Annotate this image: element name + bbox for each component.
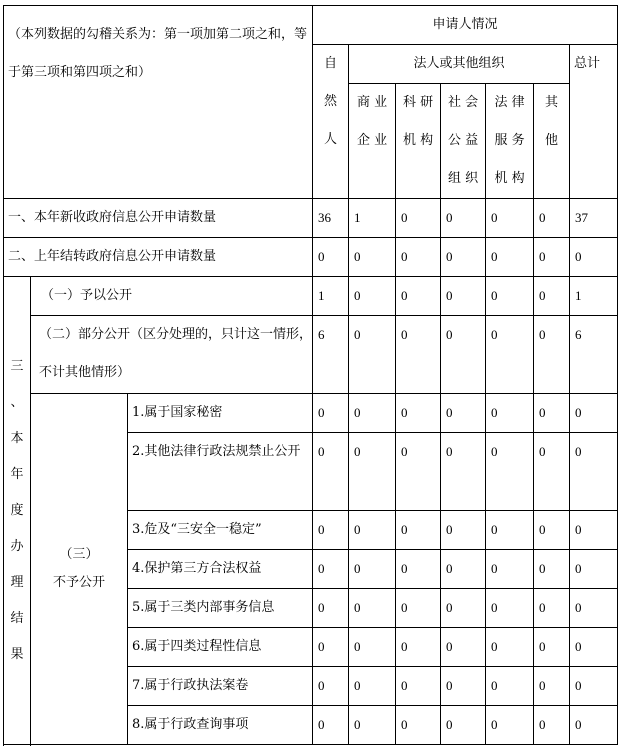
row-carried-over-total: 0 (570, 238, 618, 277)
header-total: 总计 (570, 45, 618, 199)
sub-row-value: 0 (396, 589, 441, 628)
row-partial-social: 0 (441, 316, 486, 394)
row-carried-over-social: 0 (441, 238, 486, 277)
sub-row-value: 0 (570, 706, 618, 745)
sub-row-value: 0 (570, 667, 618, 706)
row-disclosed-social: 0 (441, 277, 486, 316)
sub-row-value: 0 (441, 394, 486, 433)
sub-row-value: 0 (570, 589, 618, 628)
row-disclosed-natural: 1 (313, 277, 349, 316)
sub-row-value: 0 (486, 550, 534, 589)
sub-row-value: 0 (349, 550, 396, 589)
row-new-requests-research: 0 (396, 199, 441, 238)
sub-row-value: 0 (313, 550, 349, 589)
sub-row-label: 3.危及“三安全一稳定” (128, 511, 313, 550)
sub-row-value: 0 (570, 433, 618, 511)
sub-row-value: 0 (486, 511, 534, 550)
sub-row-label: 4.保护第三方合法权益 (128, 550, 313, 589)
sub-row-value: 0 (396, 706, 441, 745)
sub-row-label: 1.属于国家秘密 (128, 394, 313, 433)
sub-row-value: 0 (570, 628, 618, 667)
sub-row-value: 0 (534, 511, 570, 550)
sub-row-value: 0 (313, 433, 349, 511)
sub-row-value: 0 (396, 433, 441, 511)
header-other: 其 他 (534, 84, 570, 199)
header-commercial: 商 业 企 业 (349, 84, 396, 199)
sub-row-value: 0 (486, 667, 534, 706)
sub-row-value: 0 (570, 511, 618, 550)
sub-row-value: 0 (441, 511, 486, 550)
row-carried-over-other: 0 (534, 238, 570, 277)
row-carried-over-research: 0 (396, 238, 441, 277)
sub-row-value: 0 (313, 667, 349, 706)
sub-row-value: 0 (570, 394, 618, 433)
row-new-requests-social: 0 (441, 199, 486, 238)
header-social: 社 会 公 益 组 织 (441, 84, 486, 199)
sub-row-value: 0 (534, 628, 570, 667)
row-disclosed-total: 1 (570, 277, 618, 316)
sub-row-value: 0 (313, 394, 349, 433)
sub-row-value: 0 (534, 550, 570, 589)
sub-row-value: 0 (349, 394, 396, 433)
row-partial-label: （二）部分公开（区分处理的，只计这一情形，不计其他情形） (31, 316, 313, 394)
sub-row-value: 0 (396, 511, 441, 550)
header-legal-service: 法 律 服 务 机 构 (486, 84, 534, 199)
row-partial-total: 6 (570, 316, 618, 394)
disclosure-stats-table (3, 5, 618, 745)
sub-row-value: 0 (313, 511, 349, 550)
sub-row-value: 0 (396, 628, 441, 667)
sub-row-value: 0 (441, 628, 486, 667)
sub-row-value: 0 (534, 589, 570, 628)
sub-row-label: 7.属于行政执法案卷 (128, 667, 313, 706)
row-new-requests-other: 0 (534, 199, 570, 238)
header-research: 科 研 机 构 (396, 84, 441, 199)
row-partial-research: 0 (396, 316, 441, 394)
sub-row-label: 2.其他法律行政法规禁止公开 (128, 433, 313, 511)
sub-row-value: 0 (570, 550, 618, 589)
row-carried-over-legal: 0 (486, 238, 534, 277)
sub-row-value: 0 (441, 706, 486, 745)
row-new-requests-label: 一、本年新收政府信息公开申请数量 (4, 199, 313, 238)
sub-row-value: 0 (313, 706, 349, 745)
row-carried-over-natural: 0 (313, 238, 349, 277)
row-partial-legal: 0 (486, 316, 534, 394)
sub-row-value: 0 (396, 550, 441, 589)
header-applicant-info: 申请人情况 (313, 6, 618, 45)
sub-row-value: 0 (534, 394, 570, 433)
header-note: （本列数据的勾稽关系为：第一项加第二项之和，等于第三项和第四项之和） (4, 6, 313, 199)
sub-row-label: 6.属于四类过程性信息 (128, 628, 313, 667)
row-new-requests-total: 37 (570, 199, 618, 238)
sub-row-value: 0 (441, 433, 486, 511)
row-disclosed-research: 0 (396, 277, 441, 316)
sub-row-label: 8.属于行政查询事项 (128, 706, 313, 745)
row-carried-over-label: 二、上年结转政府信息公开申请数量 (4, 238, 313, 277)
sub-row-value: 0 (534, 706, 570, 745)
row-partial-other: 0 (534, 316, 570, 394)
sub-row-value: 0 (349, 433, 396, 511)
row-partial-commercial: 0 (349, 316, 396, 394)
row-disclosed-other: 0 (534, 277, 570, 316)
row-disclosed-legal: 0 (486, 277, 534, 316)
sub-row-value: 0 (313, 589, 349, 628)
sub-row-value: 0 (534, 433, 570, 511)
row-new-requests-legal: 0 (486, 199, 534, 238)
row-new-requests-commercial: 1 (349, 199, 396, 238)
sub-row-value: 0 (396, 667, 441, 706)
sub-row-label: 5.属于三类内部事务信息 (128, 589, 313, 628)
header-natural-person: 自 然 人 (313, 45, 349, 199)
sub-row-value: 0 (441, 550, 486, 589)
row-not-disclosed-label: （三） 不予公开 (31, 394, 128, 745)
sub-row-value: 0 (396, 394, 441, 433)
header-legal-entity-group: 法人或其他组织 (349, 45, 570, 84)
sub-row-value: 0 (313, 628, 349, 667)
sub-row-value: 0 (349, 589, 396, 628)
sub-row-value: 0 (441, 589, 486, 628)
row-disclosed-label: （一）予以公开 (31, 277, 313, 316)
sub-row-value: 0 (349, 511, 396, 550)
sub-row-value: 0 (486, 433, 534, 511)
sub-row-value: 0 (349, 667, 396, 706)
sub-row-value: 0 (486, 394, 534, 433)
row-carried-over-commercial: 0 (349, 238, 396, 277)
sub-row-value: 0 (349, 706, 396, 745)
section-three-label: 三 、 本 年 度 办 理 结 果 (4, 277, 31, 745)
sub-row-value: 0 (534, 667, 570, 706)
sub-row-value: 0 (349, 628, 396, 667)
sub-row-value: 0 (486, 628, 534, 667)
sub-row-value: 0 (486, 706, 534, 745)
row-disclosed-commercial: 0 (349, 277, 396, 316)
row-partial-natural: 6 (313, 316, 349, 394)
sub-row-value: 0 (441, 667, 486, 706)
row-new-requests-natural: 36 (313, 199, 349, 238)
sub-row-value: 0 (486, 589, 534, 628)
